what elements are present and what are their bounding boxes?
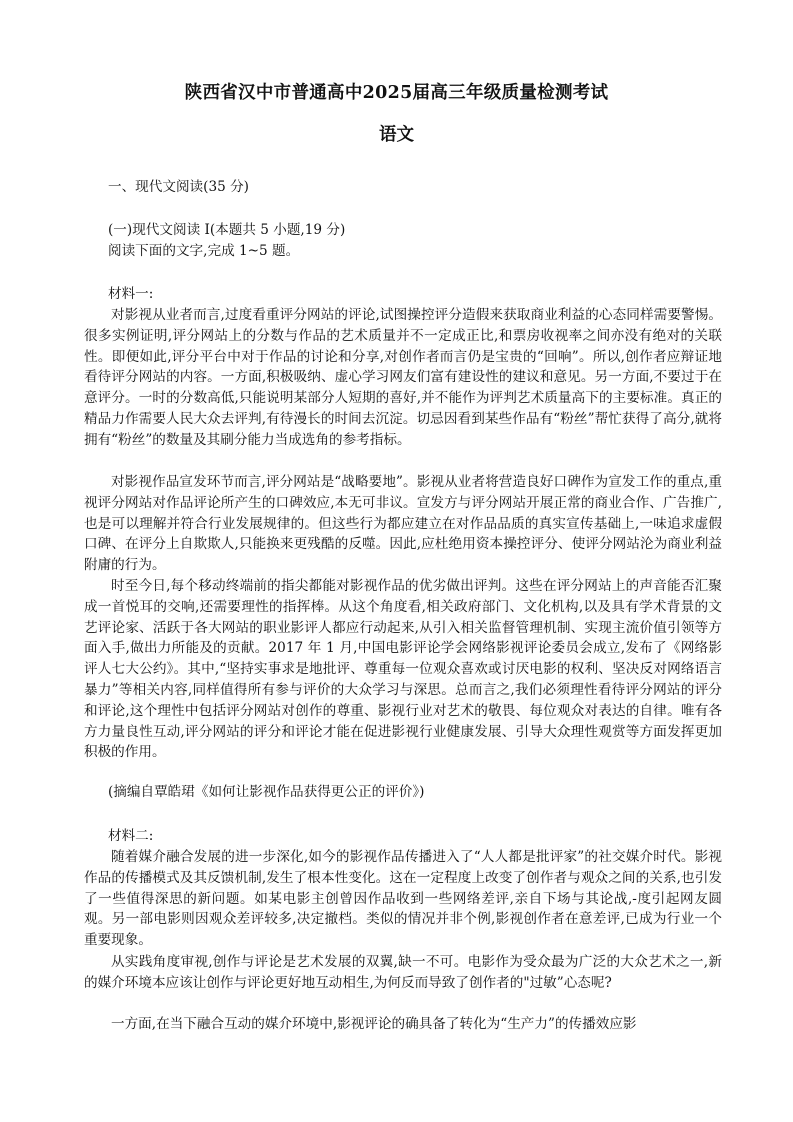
material-two-label: 材料二: bbox=[108, 828, 154, 844]
material-one-paragraph-1: 对影视从业者而言,过度看重评分网站的评论,试图操控评分造假来获取商业利益的心态同样需要警惕。很多实例证明,评分网站上的分数与作品的艺术质量并不一定成正比,和票房收视率之间亦没有绝对的关联性。即便如此,评分平台中对于作品的讨论和分享,对创作者而言仍是宝贵的“回响”。所以,创作者应辩证地看待评分网站的内容。一方面,积极吸纳、虚心学习网友们富有建设性的建议和意见。另一方面,不要过于在意评分。一时的分数高低,只能说明某部分人短期的喜好,并不能作为评判艺术质量高下的主要标准。真正的精品力作需要人民大众去评判,有待漫长的时间去沉淀。切忌因看到某些作品有“粉丝”帮忙获得了高分,就将拥有“粉丝”的数量及其刷分能力当成选角的参考指标。 bbox=[84, 307, 722, 448]
material-one-paragraph-3: 时至今日,每个移动终端前的指尖都能对影视作品的优劣做出评判。这些在评分网站上的声音能否汇聚成一首悦耳的交响,还需要理性的指挥棒。从这个角度看,相关政府部门、文化机构,以及具有学术背景的文艺评论家、活跃于各大网站的职业影评人都应行动起来,从引入相关监督管理机制、实现主流价值引领等方面入手,做出力所能及的贡献。2017 年 1 月,中国电影评论学会网络影视评论委员会成立,发布了《网络影评人七大公约》。其中,“坚持实事求是地批评、尊重每一位观众喜欢或讨厌电影的权利、坚决反对网络语言暴力”等相关内容,同样值得所有参与评价的大众学习与深思。总而言之,我们必须理性看待评分网站的评分和评论,这个理性中包括评分网站对创作的尊重、影视行业对艺术的敬畏、每位观众对表达的自律。唯有各方力量良性互动,评分网站的评分和评论才能在促进影视行业健康发展、引导大众理性观赏等方面发挥更加积极的作用。 bbox=[84, 578, 722, 761]
material-two-paragraph-1: 随着媒介融合发展的进一步深化,如今的影视作品传播进入了“人人都是批评家”的社交媒介时代。影视作品的传播模式及其反馈机制,发生了根本性变化。这在一定程度上改变了创作者与观众之间的关系,也引发了一些值得深思的新问题。如某电影主创曾因作品收到一些网络差评,亲自下场与其论战,-度引起网友圆观。另一部电影则因观众差评较多,决定撤档。类似的情况并非个例,影视创作者在意差评,已成为行业一个重要现象。 bbox=[84, 849, 722, 949]
document-title: 陕西省汉中市普通高中2025届高三年级质量检测考试 bbox=[184, 83, 609, 103]
material-one-paragraph-2: 对影视作品宣发环节而言,评分网站是“战略要地”。影视从业者将营造良好口碑作为宣发工作的重点,重视评分网站对作品评论所产生的口碑效应,本无可非议。宣发方与评分网站开展正常的商业合作、广告推广,也是可以理解并符合行业发展规律的。但这些行为都应建立在对作品品质的真实宣传基础上,一味追求虚假口碑、在评分上自欺欺人,只能换来更残酷的反噬。因此,应杜绝用资本操控评分、使评分网站沦为商业利益附庸的行为。 bbox=[84, 474, 722, 574]
subsection-heading: (一)现代文阅读 I(本题共 5 小题,19 分) bbox=[108, 222, 346, 238]
material-one-label: 材料一: bbox=[108, 286, 154, 302]
section-heading: 一、现代文阅读(35 分) bbox=[108, 179, 249, 195]
reading-instruction: 阅读下面的文字,完成 1~5 题。 bbox=[108, 243, 300, 259]
material-two-paragraph-3: 一方面,在当下融合互动的媒介环境中,影视评论的确具备了转化为“生产力”的传播效应影 bbox=[111, 1016, 637, 1032]
material-two-paragraph-2: 从实践角度审视,创作与评论是艺术发展的双翼,缺一不可。电影作为受众最为广泛的大众艺术之一,新的媒介环境本应该让创作与评论更好地互动相生,为何反而导致了创作者的"过敏”心态呢? bbox=[84, 954, 722, 991]
subject-title: 语文 bbox=[379, 125, 414, 145]
material-one-source: (摘编自覃皓珺《如何让影视作品获得更公正的评价》) bbox=[108, 784, 425, 800]
